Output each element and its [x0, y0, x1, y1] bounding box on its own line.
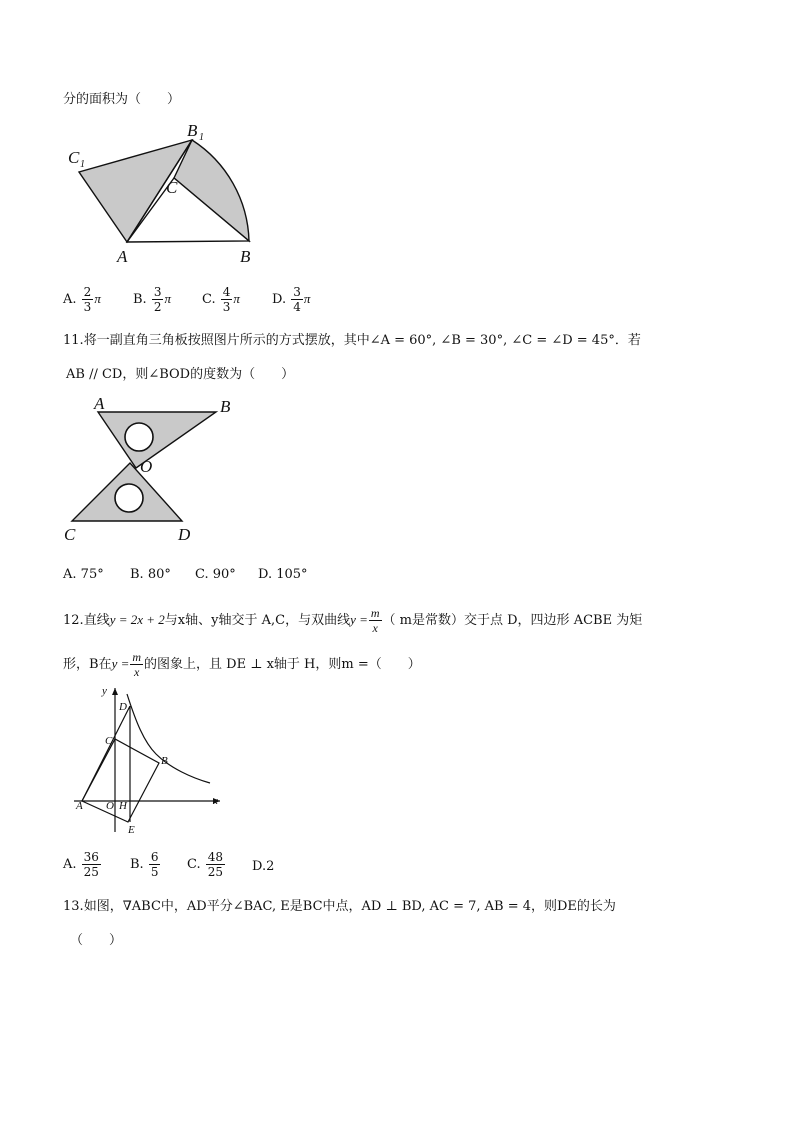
q12-label-x: x: [213, 795, 218, 807]
q13-text-line2: （ ）: [70, 933, 123, 948]
q10-label-c1: C: [68, 148, 80, 167]
q10-label-b1-sub: 1: [199, 132, 204, 143]
q10-figure: [60, 118, 270, 268]
q10-label-b1: B: [187, 121, 198, 140]
q12-label-b: B: [161, 755, 168, 767]
q11-option-d[interactable]: D. 105°: [258, 567, 308, 582]
q12-option-b[interactable]: B. $\frac{6}{5}$: [130, 850, 159, 879]
q12-text-line1: 12.直线y = 2x + 2与x轴、y轴交于 A,C，与双曲线y = $\frac{m}{x}$ （ m是常数）交于点 D，四边形 ACBE 为矩: [63, 606, 643, 635]
q12-option-c[interactable]: C. $\frac{48}{25}$: [187, 850, 224, 879]
q11-option-a[interactable]: A. 75°: [63, 567, 104, 582]
q11-text-line1: [63, 332, 641, 350]
q12-label-h: H: [119, 800, 127, 812]
q10-option-b[interactable]: B. $\frac{3}{2}$ π: [133, 285, 171, 314]
q10-label-b: B: [240, 247, 251, 266]
q11-label-o: O: [140, 457, 153, 476]
q12-label-e: E: [128, 824, 135, 836]
q11-label-a: A: [94, 394, 105, 413]
q11-text-line2: AB // CD，则∠BOD的度数为（ ）: [66, 367, 295, 382]
q12-text-line2: 形，B在y = $\frac{m}{x}$ 的图象上，且 DE ⊥ x轴于 H，则m =（ ）: [63, 650, 421, 679]
q12-label-o: O: [106, 800, 114, 812]
q12-option-d[interactable]: D.2: [252, 859, 275, 874]
q11-stem-1: 将一副直角三角板按照图片所示的方式摆放，其中∠A = 60°, ∠B = 30°, ∠C = ∠D = 45°．若: [83, 333, 641, 348]
q12-label-d: D: [119, 701, 127, 713]
q10-option-a[interactable]: A. $\frac{2}{3}$ π: [63, 285, 101, 314]
q10-text: 分的面积为（ ）: [63, 92, 181, 107]
q11-number: 11.: [63, 333, 84, 348]
q11-upper-hole: [125, 423, 153, 451]
q11-option-c[interactable]: C. 90°: [195, 567, 236, 582]
q12-option-a[interactable]: A. $\frac{36}{25}$: [63, 850, 99, 879]
q11-figure: [58, 390, 243, 545]
q11-label-d: D: [178, 525, 191, 544]
q11-label-b: B: [220, 397, 231, 416]
q10-option-c[interactable]: C. $\frac{4}{3}$ π: [202, 285, 240, 314]
q10-label-a: A: [117, 247, 128, 266]
q12-label-a: A: [76, 800, 83, 812]
q13-text-line1: 13.如图，∇ABC中，AD平分∠BAC, E是BC中点，AD ⊥ BD, AC = 7, AB = 4，则DE的长为: [63, 899, 616, 914]
q10-label-c: C: [166, 178, 178, 197]
q10-label-c1-sub: 1: [80, 159, 85, 170]
q12-figure: [70, 682, 230, 838]
q11-lower-hole: [115, 484, 143, 512]
q11-option-b[interactable]: B. 80°: [130, 567, 171, 582]
q12-label-c: C: [105, 735, 113, 747]
q11-upper-triangle: [98, 412, 216, 468]
q12-hyperbola: [127, 694, 210, 783]
q11-label-c: C: [64, 525, 76, 544]
q12-label-y: y: [102, 685, 107, 697]
q10-option-d[interactable]: D. $\frac{3}{4}$ π: [272, 285, 311, 314]
